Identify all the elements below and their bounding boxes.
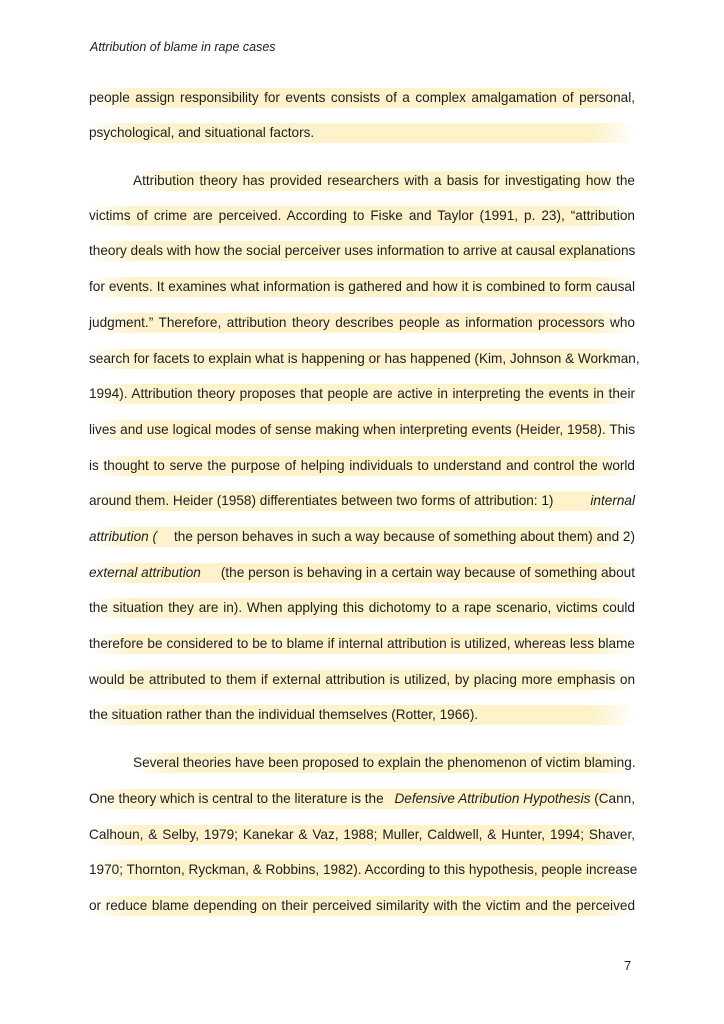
text-line: therefore be considered to be to blame if internal attribution is utilized, whereas less blame	[89, 634, 635, 654]
italic-term: Defensive Attribution Hypothesis	[394, 791, 591, 806]
text-line: psychological, and situational factors.	[89, 123, 635, 143]
text-line: Calhoun, & Selby, 1979; Kanekar & Vaz, 1988; Muller, Caldwell, & Hunter, 1994; Shaver,	[89, 825, 635, 845]
text-line: search for facets to explain what is happening or has happened (Kim, Johnson & Workman,	[89, 349, 635, 369]
text-line	[89, 527, 635, 547]
italic-term: internal	[590, 493, 635, 508]
text-line: for events. It examines what information is gathered and how it is combined to form causal	[89, 277, 635, 297]
text-line: the situation rather than the individual themselves (Rotter, 1966).	[89, 705, 635, 725]
text-line: or reduce blame depending on their perceived similarity with the victim and the perceived	[89, 896, 635, 916]
text-span	[394, 789, 635, 809]
running-header: Attribution of blame in rape cases	[90, 40, 276, 54]
text-line	[89, 563, 635, 583]
text-line: the situation they are in). When applying this dichotomy to a rape scenario, victims could	[89, 598, 635, 618]
text-line: Attribution theory has provided researchers with a basis for investigating how the	[133, 171, 635, 191]
text-line: Several theories have been proposed to explain the phenomenon of victim blaming.	[133, 753, 635, 773]
text-line	[89, 491, 635, 511]
text-line	[89, 789, 635, 809]
text-line: 1994). Attribution theory proposes that people are active in interpreting the events in their	[89, 384, 635, 404]
text-span: around them. Heider (1958) differentiates between two forms of attribution: 1)	[89, 493, 554, 508]
italic-term: attribution (	[89, 529, 158, 544]
text-span: (Cann,	[590, 791, 635, 806]
text-span: One theory which is central to the literature is the	[89, 791, 384, 806]
text-line: lives and use logical modes of sense making when interpreting events (Heider, 1958). This	[89, 420, 635, 440]
text-line: victims of crime are perceived. According to Fiske and Taylor (1991, p. 23), “attribution	[89, 206, 635, 226]
text-span: (the person is behaving in a certain way because of something about	[220, 565, 635, 580]
text-line: 1970; Thornton, Ryckman, & Robbins, 1982). According to this hypothesis, people increase	[89, 860, 635, 880]
italic-term: external attribution	[89, 565, 201, 580]
text-line: people assign responsibility for events consists of a complex amalgamation of personal,	[89, 88, 635, 108]
text-line: judgment.” Therefore, attribution theory describes people as information processors who	[89, 313, 635, 333]
text-line: is thought to serve the purpose of helping individuals to understand and control the world	[89, 456, 635, 476]
text-span: the person behaves in such a way because of something about them) and 2)	[174, 529, 635, 544]
page-number: 7	[624, 958, 632, 973]
text-line: would be attributed to them if external attribution is utilized, by placing more emphasis on	[89, 670, 635, 690]
text-line: theory deals with how the social perceiver uses information to arrive at causal explanations	[89, 241, 635, 261]
